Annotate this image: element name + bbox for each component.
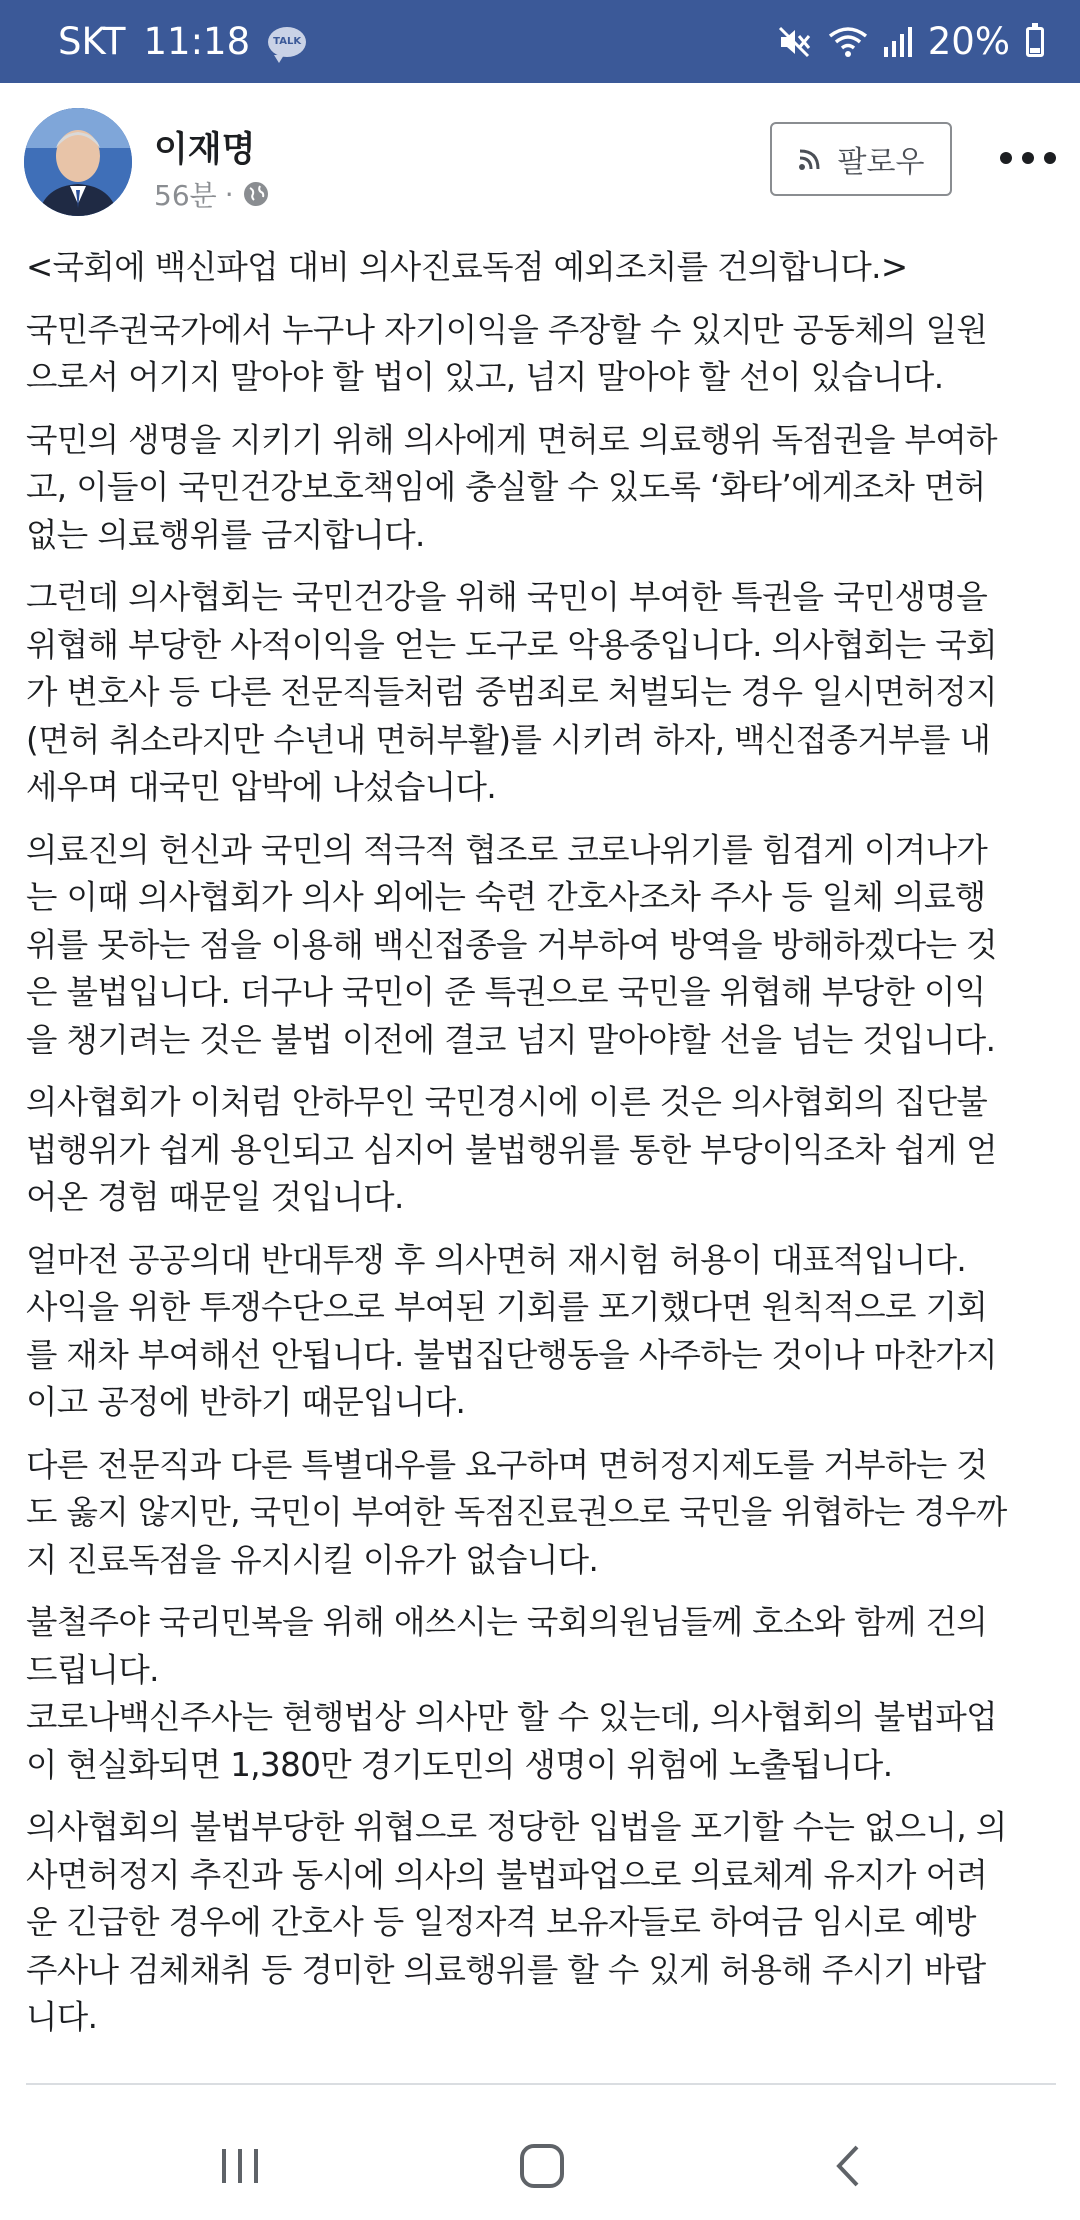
post-paragraph: 국민주권국가에서 누구나 자기이익을 주장할 수 있지만 공동체의 일원 으로서 어기지 말아야 할 법이 있고, 넘지 말아야 할 선이 있습니다. (26, 310, 988, 396)
mute-icon (778, 26, 812, 58)
post-time[interactable]: 56분 (154, 179, 217, 212)
home-icon[interactable] (502, 2126, 582, 2206)
avatar-image (24, 108, 132, 216)
author-name[interactable]: 이재명 (154, 130, 256, 170)
post-paragraph: 의사협회의 불법부당한 위협으로 정당한 입법을 포기할 수는 없으니, 의 사면허정지 추진과 동시에 의사의 불법파업으로 의료체계 유지가 어려 운 긴급한 경우에 간호사 등 일정자격 보유자들로 하여금 임시로 예방 주사나 검체채취 등 경미한 의료행위를 할 수 있게 허용해 주시기 바랍 니다. (26, 1808, 1007, 2036)
avatar[interactable] (24, 108, 132, 216)
post-paragraph: 그런데 의사협회는 국민건강을 위해 국민이 부여한 특권을 국민생명을 위협해 부당한 사적이익을 얻는 도구로 악용중입니다. 의사협회는 국회 가 변호사 등 다른 전문직들처럼 중범죄로 처벌되는 경우 일시면허정지 (면허 취소라지만 수년내 면허부활)를 시키려 하자, 백신접종거부를 내 세우며 대국민 압박에 나섰습니다. (26, 578, 997, 806)
globe-icon (242, 180, 270, 208)
carrier-label: SKT (58, 20, 126, 63)
wifi-icon (828, 26, 868, 58)
post-paragraph: 국민의 생명을 지키기 위해 의사에게 면허로 의료행위 독점권을 부여하 고, 이들이 국민건강보호책임에 충실할 수 있도록 ‘화타’에게조차 면허 없는 의료행위를 금지합니다. (26, 420, 997, 554)
more-dot (1044, 152, 1056, 164)
navigation-bar (0, 2086, 1080, 2220)
post-paragraph: <국회에 백신파업 대비 의사진료독점 예외조치를 건의합니다.> (26, 248, 908, 286)
post-header (24, 108, 1056, 218)
talk-icon: TALK (268, 27, 306, 57)
battery-percent: 20% (927, 20, 1010, 63)
post-body (26, 244, 1058, 2057)
status-bar (0, 0, 1080, 83)
clock: 11:18 (143, 20, 251, 63)
meta-separator: · (224, 177, 234, 211)
post-paragraph: 불철주야 국리민복을 위해 애쓰시는 국회의원님들께 호소와 함께 건의 드립니다. 코로나백신주사는 현행법상 의사만 할 수 있는데, 의사협회의 불법파업 이 현실화되면 1,380만 경기도민의 생명이 위험에 노출됩니다. (26, 1603, 997, 1784)
more-dot (1000, 152, 1012, 164)
post-paragraph: 의사협회가 이처럼 안하무인 국민경시에 이른 것은 의사협회의 집단불 법행위가 쉽게 용인되고 심지어 불법행위를 통한 부당이익조차 쉽게 얻 어온 경험 때문일 것입니다. (26, 1083, 997, 1216)
post-paragraph: 얼마전 공공의대 반대투쟁 후 의사면허 재시험 허용이 대표적입니다. 사익을 위한 투쟁수단으로 부여된 기회를 포기했다면 원칙적으로 기회 를 재차 부여해선 안됩니다. 불법집단행동을 사주하는 것이나 마찬가지 이고 공정에 반하기 때문입니다. (26, 1240, 997, 1421)
more-dot (1022, 152, 1034, 164)
post-paragraph: 의료진의 헌신과 국민의 적극적 협조로 코로나위기를 힘겹게 이겨나가 는 이때 의사협회가 의사 외에는 숙련 간호사조차 주사 등 일체 의료행 위를 못하는 점을 이용해 백신접종을 거부하여 방역을 방해하겠다는 것 은 불법입니다. 더구나 국민이 준 특권으로 국민을 위협해 부당한 이익 을 챙기려는 것은 불법 이전에 결코 넘지 말아야할 선을 넘는 것입니다. (26, 830, 997, 1059)
status-right (778, 20, 1044, 63)
post-meta (154, 174, 270, 214)
post-paragraph: 다른 전문직과 다른 특별대우를 요구하며 면허정지제도를 거부하는 것 도 옳지 않지만, 국민이 부여한 독점진료권으로 국민을 위협하는 경우까 지 진료독점을 유지시킬 이유가 없습니다. (26, 1445, 1007, 1579)
battery-icon (1026, 27, 1044, 57)
rss-icon (798, 147, 822, 171)
back-icon[interactable] (808, 2126, 888, 2206)
recents-icon[interactable] (200, 2126, 280, 2206)
follow-label: 팔로우 (837, 145, 925, 180)
status-left (58, 20, 306, 63)
signal-icon (884, 27, 912, 57)
more-icon[interactable] (1000, 136, 1056, 180)
follow-button[interactable] (770, 122, 952, 196)
divider (26, 2083, 1056, 2085)
